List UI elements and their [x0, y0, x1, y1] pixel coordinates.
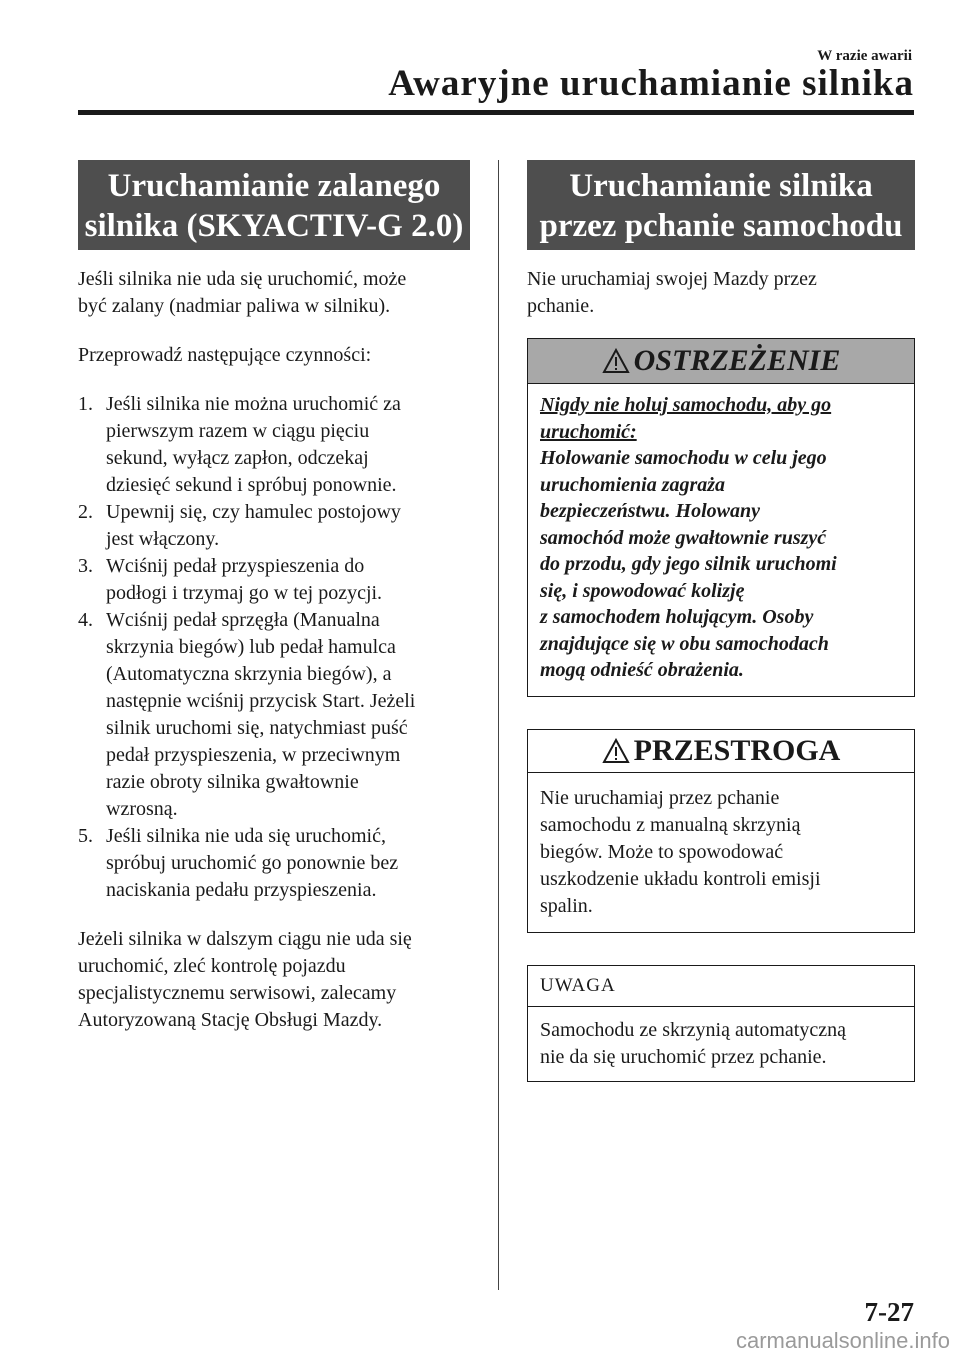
- text-line: Nie uruchamiaj przez pchanie: [540, 786, 780, 809]
- text-line: Wciśnij pedał przyspieszenia do: [106, 555, 365, 577]
- text-line: być zalany (nadmiar paliwa w silniku).: [78, 295, 391, 317]
- list-item: [78, 607, 470, 823]
- text-line: pchanie.: [527, 295, 595, 317]
- text-line: się, i spowodować kolizję: [540, 579, 745, 602]
- list-item: [78, 499, 470, 553]
- text-line: nie da się uruchomić przez pchanie.: [540, 1045, 827, 1068]
- right-intro: [527, 266, 915, 320]
- warning-body: [528, 384, 914, 696]
- text-line: uruchomić, zleć kontrolę pojazdu: [78, 955, 346, 977]
- text-line: z samochodem holującym. Osoby: [540, 606, 814, 628]
- list-item: [78, 553, 470, 607]
- text-line: Samochodu ze skrzynią automatyczną: [540, 1018, 846, 1041]
- step-number: 3.: [78, 555, 93, 577]
- text-line: następnie wciśnij przycisk Start. Jeżeli: [106, 690, 416, 712]
- caution-header: [528, 730, 914, 773]
- page-title: Awaryjne uruchamianie silnika: [388, 63, 914, 104]
- text-line: do przodu, gdy jego silnik uruchomi: [540, 553, 837, 575]
- warning-header: [528, 339, 914, 384]
- right-title-line: przez pchanie samochodu: [539, 208, 903, 244]
- text-line: mogą odnieść obrażenia.: [540, 659, 744, 681]
- text-line: Nie uruchamiaj swojej Mazdy przez: [527, 268, 817, 290]
- text-line: pedał przyspieszenia, w przeciwnym: [106, 744, 401, 766]
- right-title-line: Uruchamianie silnika: [569, 168, 873, 204]
- section-header: W razie awarii: [817, 48, 912, 64]
- text-line: Jeśli silnika nie można uruchomić za: [106, 393, 401, 415]
- left-intro: [78, 266, 470, 320]
- left-section-title: [78, 160, 470, 250]
- warning-triangle-icon: [602, 348, 630, 374]
- text-line: razie obroty silnika gwałtownie: [106, 771, 359, 793]
- note-header: [528, 966, 914, 1007]
- text-line: podłogi i trzymaj go w tej pozycji.: [106, 582, 383, 604]
- text-line: Jeżeli silnika w dalszym ciągu nie uda się: [78, 928, 412, 950]
- text-line: Przeprowadź następujące czynności:: [78, 344, 372, 366]
- text-line: Jeśli silnika nie uda się uruchomić,: [106, 825, 386, 847]
- step-text: [106, 499, 401, 553]
- step-number: 4.: [78, 609, 93, 631]
- note-body: [528, 1007, 914, 1081]
- text-line: znajdujące się w obu samochodach: [540, 632, 829, 655]
- text-line: Jeśli silnika nie uda się uruchomić, może: [78, 268, 407, 290]
- caution-box: [527, 729, 915, 933]
- text-line: spróbuj uruchomić go ponownie bez: [106, 852, 399, 874]
- left-column: [78, 160, 470, 1034]
- step-number: 2.: [78, 501, 93, 523]
- text-line: jest włączony.: [106, 528, 220, 550]
- text-line: samochód może gwałtownie ruszyć: [540, 526, 827, 549]
- text-line: silnik uruchomi się, natychmiast puść: [106, 717, 408, 739]
- text-line: spalin.: [540, 894, 593, 917]
- text-line: specjalistycznemu serwisowi, zalecamy: [78, 982, 397, 1004]
- warning-label: OSTRZEŻENIE: [633, 344, 841, 377]
- right-column: [527, 160, 915, 1082]
- step-text: [106, 553, 382, 607]
- text-line: Autoryzowaną Stację Obsługi Mazdy.: [78, 1009, 383, 1031]
- text-line: Wciśnij pedał sprzęgła (Manualna: [106, 609, 380, 631]
- text-line: (Automatyczna skrzynia biegów), a: [106, 663, 392, 685]
- text-line: bezpieczeństwu. Holowany: [540, 500, 761, 522]
- steps-list: [78, 391, 470, 904]
- text-line: pierwszym razem w ciągu pięciu: [106, 420, 370, 442]
- column-divider: [498, 160, 499, 1290]
- watermark: carmanualsonline.info: [735, 1328, 950, 1353]
- left-lead: [78, 342, 470, 369]
- step-text: [106, 607, 415, 823]
- page-number: 7-27: [864, 1297, 914, 1327]
- warning-triangle-icon: [602, 738, 630, 764]
- left-closing: [78, 926, 470, 1034]
- note-box: [527, 965, 915, 1082]
- step-text: [106, 391, 401, 499]
- text-line: wzrosną.: [106, 798, 178, 820]
- note-label: UWAGA: [540, 974, 616, 996]
- text-line: biegów. Może to spowodować: [540, 840, 784, 863]
- header-rule: [78, 110, 914, 115]
- caution-label: PRZESTROGA: [633, 733, 841, 767]
- step-number: 1.: [78, 393, 93, 415]
- text-line: Holowanie samochodu w celu jego: [540, 447, 827, 469]
- text-line: uruchomienia zagraża: [540, 473, 726, 496]
- step-text: [106, 823, 398, 904]
- left-title-line: silnika (SKYACTIV-G 2.0): [84, 208, 464, 244]
- caution-body: [528, 773, 914, 932]
- text-line: naciskania pedału przyspieszenia.: [106, 879, 377, 901]
- warning-box: [527, 338, 915, 697]
- warning-heading-line: Nigdy nie holuj samochodu, aby go: [540, 394, 832, 416]
- left-title-line: Uruchamianie zalanego: [107, 168, 441, 204]
- right-section-title: [527, 160, 915, 250]
- text-line: Upewnij się, czy hamulec postojowy: [106, 501, 401, 523]
- text-line: uszkodzenie układu kontroli emisji: [540, 867, 821, 890]
- text-line: sekund, wyłącz zapłon, odczekaj: [106, 447, 369, 469]
- list-item: [78, 391, 470, 499]
- list-item: [78, 823, 470, 904]
- warning-heading-line: uruchomić:: [540, 420, 637, 443]
- text-line: dziesięć sekund i spróbuj ponownie.: [106, 474, 397, 496]
- text-line: samochodu z manualną skrzynią: [540, 813, 801, 836]
- text-line: skrzynia biegów) lub pedał hamulca: [106, 636, 396, 658]
- step-number: 5.: [78, 825, 93, 847]
